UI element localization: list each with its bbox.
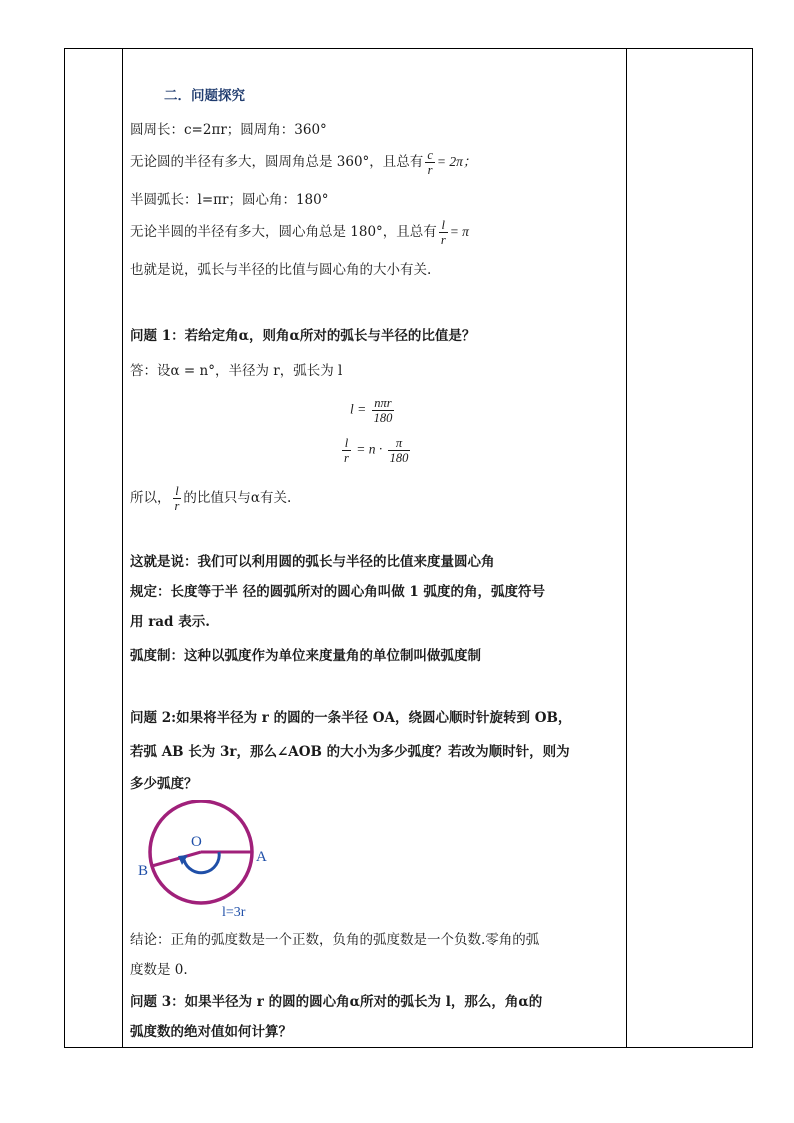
summary-line: 也就是说，弧长与半径的比值与圆心角的大小有关. [130,262,432,278]
equation-2: $\frac{l}{r}$ = n · $\frac{\pi}{180}$ [344,436,409,465]
ratio-result: = 2π； [436,154,477,169]
semicircle-ratio-line [130,218,469,247]
answer-1: 答：设α = n°，半径为 r，弧长为 l [130,363,343,379]
label-a: A [256,849,267,865]
conclusion-line-2: 度数是 0. [130,962,188,978]
section-heading: 二．问题探究 [164,88,245,104]
circle-diagram [138,800,278,920]
ratio-text: 无论圆的半径有多大，圆周角总是 360°，且总有 [130,154,424,170]
definition-radian-system: 弧度制：这种以弧度作为单位来度量角的单位制叫做弧度制 [130,648,481,664]
fraction-c-over-r: $\frac{c}{r}$ [427,148,433,177]
statement-measure: 这就是说：我们可以利用圆的弧长与半径的比值来度量圆心角 [130,554,495,570]
radius-ob [152,852,201,866]
conclusion-ratio-line: 所以， $\frac{l}{r}$ 的比值只与α有关. [130,484,292,513]
question-2-line-3: 多少弧度？ [130,776,198,792]
column-divider-left [122,49,123,1047]
label-b: B [138,863,149,879]
label-o: O [191,834,202,850]
conclusion-line-1: 结论：正角的弧度数是一个正数，负角的弧度数是一个负数.零角的弧 [130,932,540,948]
semicircle-arc-line: 半圆弧长：l=πr；圆心角：180° [130,192,329,208]
equation-1: l = $\frac{\text{nπr}}{180}$ [350,396,393,425]
question-3-line-1: 问题 3：如果半径为 r 的圆的圆心角α所对的弧长为 l，那么，角α的 [130,994,543,1010]
definition-radian-symbol: 用 rad 表示. [130,614,210,630]
fraction-l-over-r: $\frac{l}{r}$ [440,218,446,247]
question-2-line-2: 若弧 AB 长为 3r，那么∠AOB 的大小为多少弧度？若改为顺时针，则为 [130,744,570,760]
column-divider-right [626,49,627,1047]
definition-radian: 规定：长度等于半 径的圆弧所对的圆心角叫做 1 弧度的角，弧度符号 [130,584,545,600]
full-circle-ratio-line [130,148,476,177]
question-2-line-1: 问题 2:如果将半径为 r 的圆的一条半径 OA，绕圆心顺时针旋转到 OB， [130,710,572,726]
ratio-result: = π [449,224,469,239]
question-1: 问题 1：若给定角α，则角α所对的弧长与半径的比值是？ [130,328,476,344]
circumference-line: 圆周长：c=2πr；圆周角：360° [130,122,327,138]
label-arc-length: l=3r [222,905,246,920]
ratio-text: 无论半圆的半径有多大，圆心角总是 180°，且总有 [130,224,437,240]
question-3-line-2: 弧度数的绝对值如何计算？ [130,1024,292,1040]
